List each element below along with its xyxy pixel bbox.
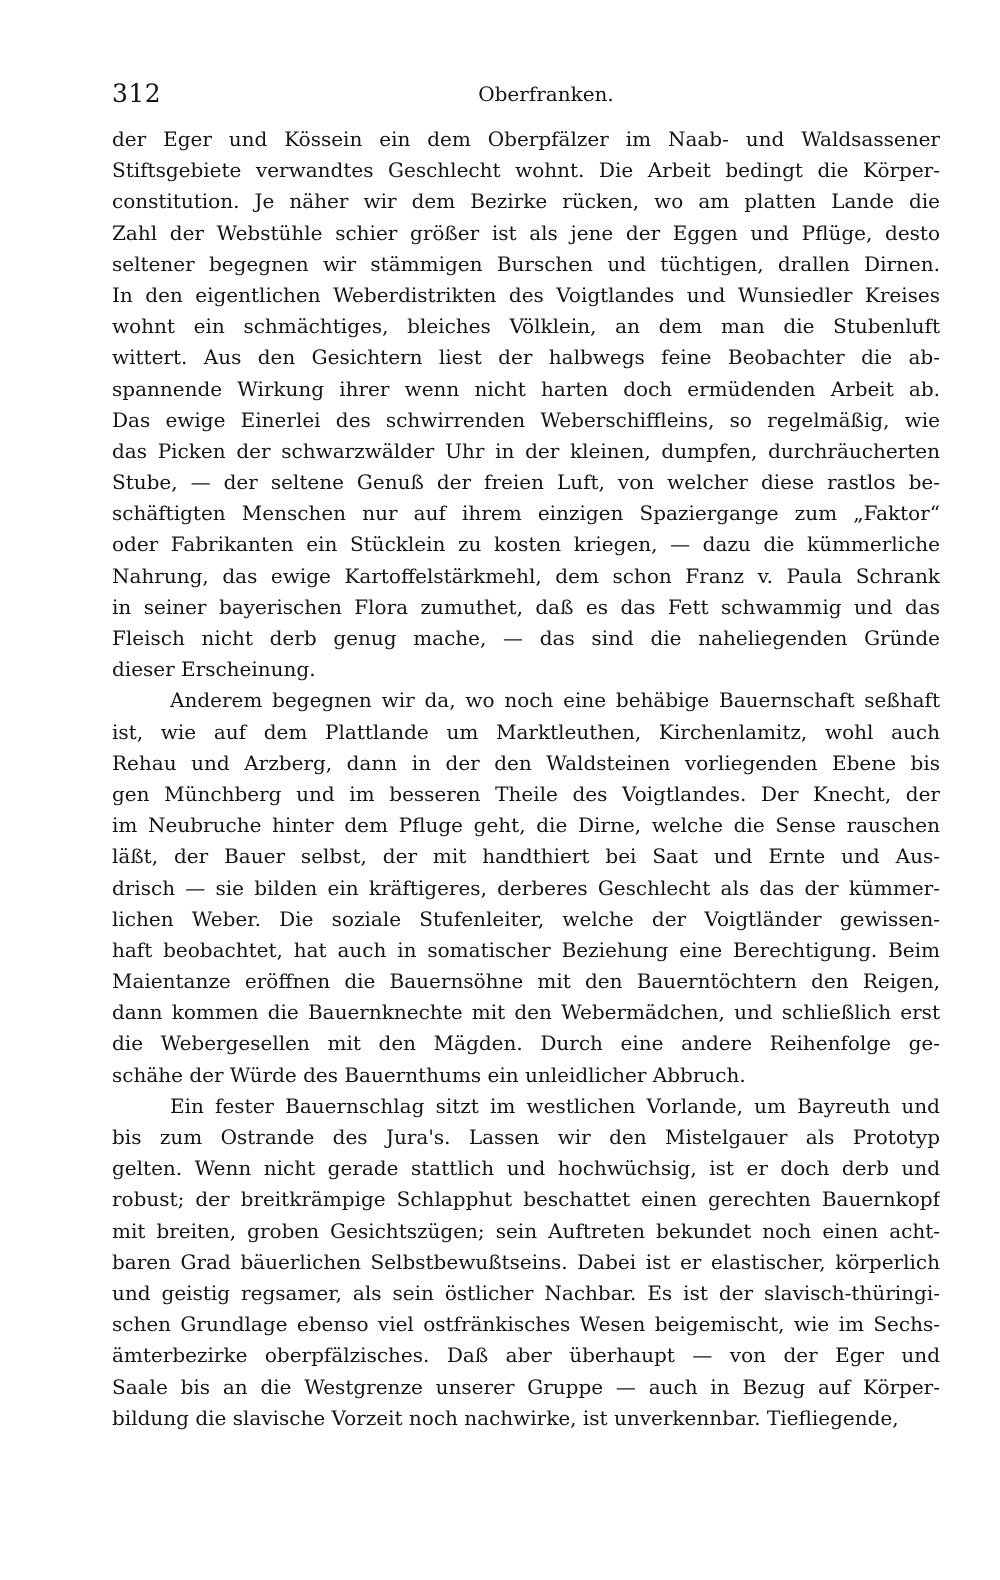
text-line: in seiner bayerischen Flora zumuthet, daß es das Fett schwammig und das — [112, 594, 940, 619]
text-line: ämterbezirke oberpfälzisches. Daß aber überhaupt — von der Eger und — [112, 1343, 940, 1368]
text-line: Anderem begegnen wir da, wo noch eine behäbige Bauernschaft seßhaft — [170, 688, 940, 713]
text-line: Maientanze eröffnen die Bauernsöhne mit den Bauerntöchtern den Reigen, — [112, 969, 940, 994]
text-line: ist, wie auf dem Plattlande um Marktleuthen, Kirchenlamitz, wohl auch — [112, 719, 940, 744]
paragraph — [112, 124, 940, 685]
text-line: gen Münchberg und im besseren Theile des Voigtlandes. Der Knecht, der — [112, 781, 940, 806]
text-line: Saale bis an die Westgrenze unserer Gruppe — auch in Bezug auf Körper- — [112, 1374, 940, 1399]
text-line: lichen Weber. Die soziale Stufenleiter, welche der Voigtländer gewissen- — [112, 906, 940, 931]
text-line: dieser Erscheinung. — [112, 657, 316, 682]
text-line: bis zum Ostrande des Jura's. Lassen wir den Mistelgauer als Prototyp — [112, 1125, 940, 1149]
text-line: Das ewige Einerlei des schwirrenden Weberschiffleins, so regelmäßig, wie — [112, 407, 940, 432]
text-line: schäftigten Menschen nur auf ihrem einzigen Spaziergange zum „Faktor“ — [112, 501, 940, 526]
text-line: baren Grad bäuerlichen Selbstbewußtseins. Dabei ist er elastischer, körperlich — [112, 1249, 940, 1274]
text-line: gelten. Wenn nicht gerade stattlich und hochwüchsig, ist er doch derb und — [112, 1156, 940, 1181]
text-line: haft beobachtet, hat auch in somatischer Beziehung eine Berechtigung. Beim — [112, 937, 940, 962]
text-line: bildung die slavische Vorzeit noch nachwirke, ist unverkennbar. Tiefliegende, — [112, 1405, 899, 1430]
text-line: läßt, der Bauer selbst, der mit handthiert bei Saat und Ernte und Aus- — [112, 844, 940, 869]
text-line: Rehau und Arzberg, dann in der den Waldsteinen vorliegenden Ebene bis — [112, 750, 940, 775]
text-line: Zahl der Webstühle schier größer ist als jene der Eggen und Pflüge, desto — [112, 220, 940, 245]
text-line: im Neubruche hinter dem Pfluge geht, die Dirne, welche die Sense rauschen — [112, 813, 940, 838]
paragraph — [112, 685, 940, 1090]
page-number: 312 — [112, 79, 162, 108]
text-line: schähe der Würde des Bauernthums ein unleidlicher Abbruch. — [112, 1062, 746, 1087]
text-line: das Picken der schwarzwälder Uhr in der kleinen, dumpfen, durchräucherten — [112, 438, 940, 463]
text-line: mit breiten, groben Gesichtszügen; sein Auftreten bekundet noch einen acht- — [112, 1218, 940, 1243]
text-line: spannende Wirkung ihrer wenn nicht harten doch ermüdenden Arbeit ab. — [112, 376, 940, 401]
body-text — [112, 124, 940, 1434]
paragraph — [112, 1091, 940, 1434]
text-line: wittert. Aus den Gesichtern liest der halbwegs feine Beobachter die ab- — [112, 345, 940, 370]
text-line: constitution. Je näher wir dem Bezirke rücken, wo am platten Lande die — [112, 189, 940, 214]
text-line: Ein fester Bauernschlag sitzt im westlichen Vorlande, um Bayreuth und — [170, 1093, 940, 1118]
text-line: seltener begegnen wir stämmigen Burschen und tüchtigen, drallen Dirnen. — [112, 251, 940, 276]
text-line: drisch — sie bilden ein kräftigeres, derberes Geschlecht als das der kümmer- — [112, 875, 940, 900]
text-line: oder Fabrikanten ein Stücklein zu kosten kriegen, — dazu die kümmerliche — [112, 532, 940, 557]
running-head: Oberfranken. — [478, 82, 614, 106]
text-line: und geistig regsamer, als sein östlicher Nachbar. Es ist der slavisch-thüringi- — [112, 1280, 940, 1305]
text-line: der Eger und Kössein ein dem Oberpfälzer im Naab- und Waldsassener — [112, 127, 940, 151]
text-line: die Webergesellen mit den Mägden. Durch eine andere Reihenfolge ge- — [112, 1031, 940, 1056]
text-line: Fleisch nicht derb genug mache, — das sind die naheliegenden Gründe — [112, 626, 940, 650]
text-line: Stube, — der seltene Genuß der freien Luft, von welcher diese rastlos be- — [112, 470, 940, 495]
text-line: Stiftsgebiete verwandtes Geschlecht wohnt. Die Arbeit bedingt die Körper- — [112, 158, 940, 183]
page-header — [112, 76, 940, 112]
text-line: dann kommen die Bauernknechte mit den Webermädchen, und schließlich erst — [112, 1000, 940, 1025]
text-line: wohnt ein schmächtiges, bleiches Völklein, an dem man die Stubenluft — [112, 314, 940, 339]
text-line: Nahrung, das ewige Kartoffelstärkmehl, dem schon Franz v. Paula Schrank — [112, 563, 940, 588]
text-line: schen Grundlage ebenso viel ostfränkisches Wesen beigemischt, wie im Sechs- — [112, 1312, 940, 1337]
text-line: robust; der breitkrämpige Schlapphut beschattet einen gerechten Bauernkopf — [112, 1187, 940, 1212]
text-line: In den eigentlichen Weberdistrikten des Voigtlandes und Wunsiedler Kreises — [112, 282, 940, 307]
